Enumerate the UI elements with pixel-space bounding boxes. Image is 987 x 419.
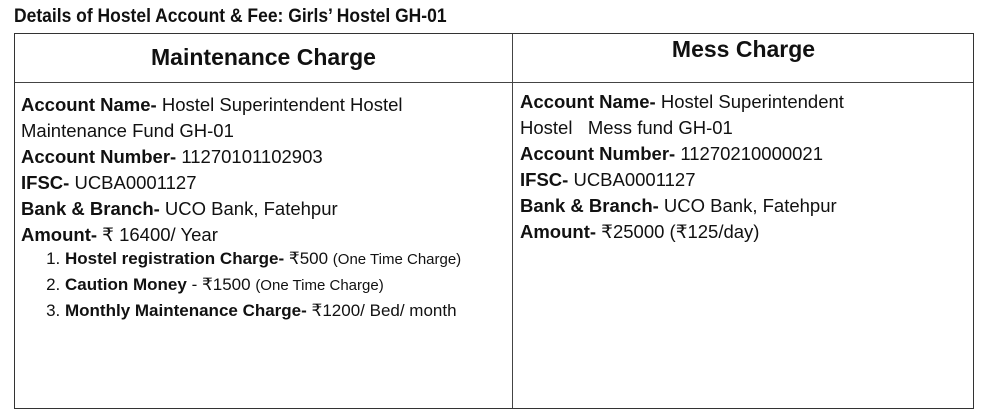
ifsc-label: IFSC- (21, 172, 70, 193)
account-name: Hostel Superintendent Hostel (156, 94, 403, 115)
amount: ₹ 16400/ Year (97, 224, 218, 245)
amount: ₹25000 (₹125/day) (596, 221, 760, 242)
maintenance-details (21, 92, 501, 325)
list-item (65, 274, 501, 297)
charge-list (21, 248, 501, 322)
list-item (65, 248, 501, 271)
account-number: 11270101102903 (176, 146, 323, 167)
account-name-cont: Maintenance Fund GH-01 (21, 120, 234, 141)
mess-header: Mess Charge (671, 36, 816, 62)
account-name-label: Account Name- (520, 91, 656, 112)
item-label: Caution Money (65, 275, 187, 294)
fee-table (14, 33, 974, 409)
account-number-label: Account Number- (21, 146, 177, 167)
account-number-label: Account Number- (520, 143, 676, 164)
item-note: (One Time Charge) (332, 251, 462, 268)
account-number: 11270210000021 (675, 143, 824, 164)
item-label: Monthly Maintenance Charge- (65, 301, 307, 320)
item-value: - ₹1500 (186, 275, 256, 294)
account-name: Hostel Superintendent (655, 91, 844, 112)
amount-label: Amount- (21, 224, 98, 245)
bank-label: Bank & Branch- (520, 195, 659, 216)
account-name-label: Account Name- (21, 94, 157, 115)
item-value: ₹1200/ Bed/ month (306, 301, 457, 320)
ifsc: UCBA0001127 (69, 172, 197, 193)
item-note: (One Time Charge) (255, 277, 384, 294)
maintenance-header: Maintenance Charge (151, 44, 376, 70)
mess-details (520, 89, 970, 245)
header-divider (15, 82, 973, 83)
item-label: Hostel registration Charge- (65, 249, 285, 268)
document-title: Details of Hostel Account & Fee: Girls’ Hostel GH-01 (14, 6, 447, 27)
list-item (65, 300, 501, 322)
bank: UCO Bank, Fatehpur (159, 198, 338, 219)
column-divider (512, 34, 513, 408)
ifsc-label: IFSC- (520, 169, 569, 190)
bank-label: Bank & Branch- (21, 198, 160, 219)
account-name-cont: Hostel Mess fund GH-01 (520, 117, 733, 138)
bank: UCO Bank, Fatehpur (658, 195, 837, 216)
ifsc: UCBA0001127 (568, 169, 696, 190)
amount-label: Amount- (520, 221, 597, 242)
item-value: ₹500 (284, 249, 333, 268)
